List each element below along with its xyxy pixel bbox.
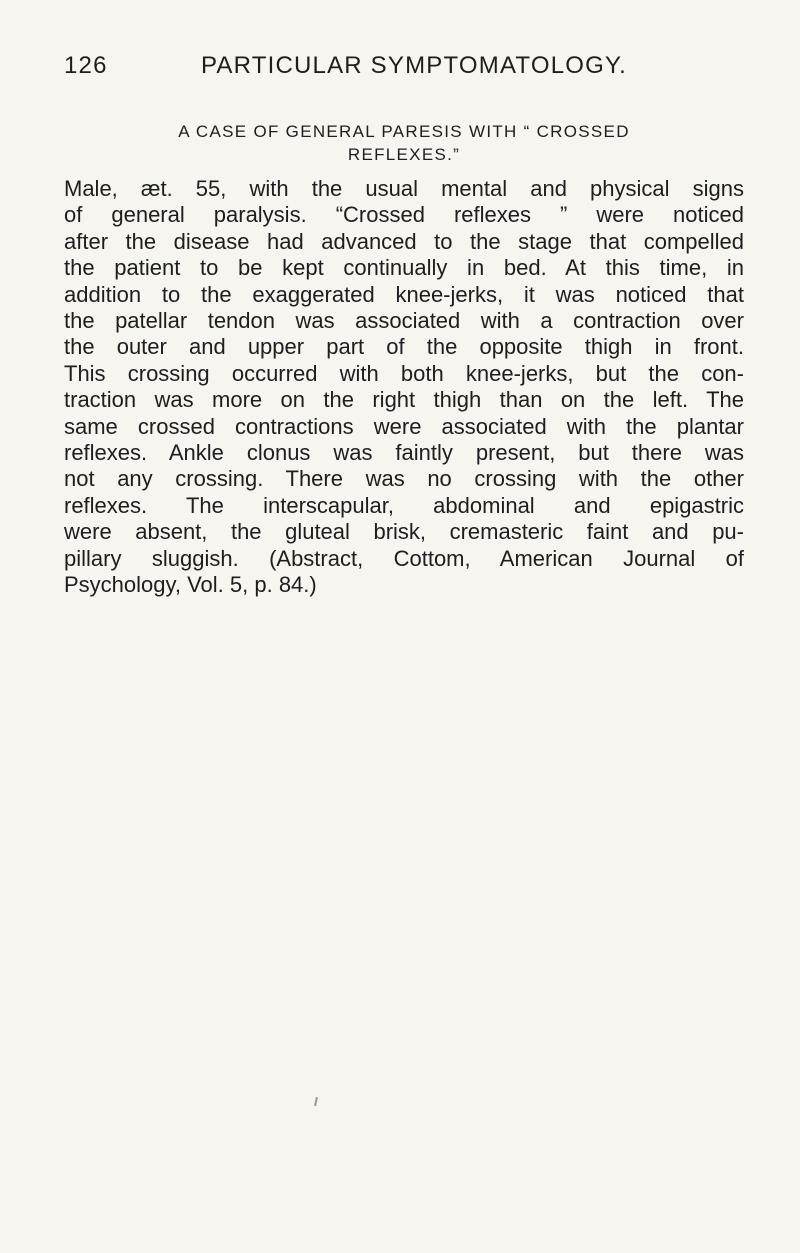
case-title [64,120,744,166]
paragraph-line: pillary sluggish. (Abstract, Cottom, American Journal of [64,545,744,571]
paragraph-line: of general paralysis. “Crossed reflexes ” were noticed [64,202,744,228]
paragraph-line: the outer and upper part of the opposite thigh in front. [64,334,744,360]
paragraph-line: This crossing occurred with both knee-jerks, but the con- [64,360,744,386]
paragraph-line: the patellar tendon was associated with a contraction over [64,308,744,334]
paragraph-line: reflexes. The interscapular, abdominal and epigastric [64,492,744,518]
case-report-paragraph [64,176,744,599]
paragraph-line: the patient to be kept continually in bed. At this time, in [64,255,744,281]
running-title: PARTICULAR SYMPTOMATOLOGY. [201,52,627,79]
case-title-line: A CASE OF GENERAL PARESIS WITH “ CROSSED [178,122,630,141]
paragraph-line: same crossed contractions were associated with the plantar [64,413,744,439]
paragraph-line: Male, æt. 55, with the usual mental and physical signs [64,176,744,201]
paragraph-line: traction was more on the right thigh than on the left. The [64,387,744,413]
page-number: 126 [64,52,108,79]
paragraph-line: Psychology, Vol. 5, p. 84.) [64,572,317,598]
paragraph-line: reflexes. Ankle clonus was faintly present, but there was [64,440,744,466]
running-head [64,52,744,88]
paragraph-line: were absent, the gluteal brisk, cremasteric faint and pu- [64,519,744,545]
paragraph-line: after the disease had advanced to the stage that compelled [64,228,744,254]
paragraph-line: not any crossing. There was no crossing with the other [64,466,744,492]
paragraph-line: addition to the exaggerated knee-jerks, it was noticed that [64,281,744,307]
paper-speck [314,1097,318,1106]
case-title-line: REFLEXES.” [347,145,461,164]
